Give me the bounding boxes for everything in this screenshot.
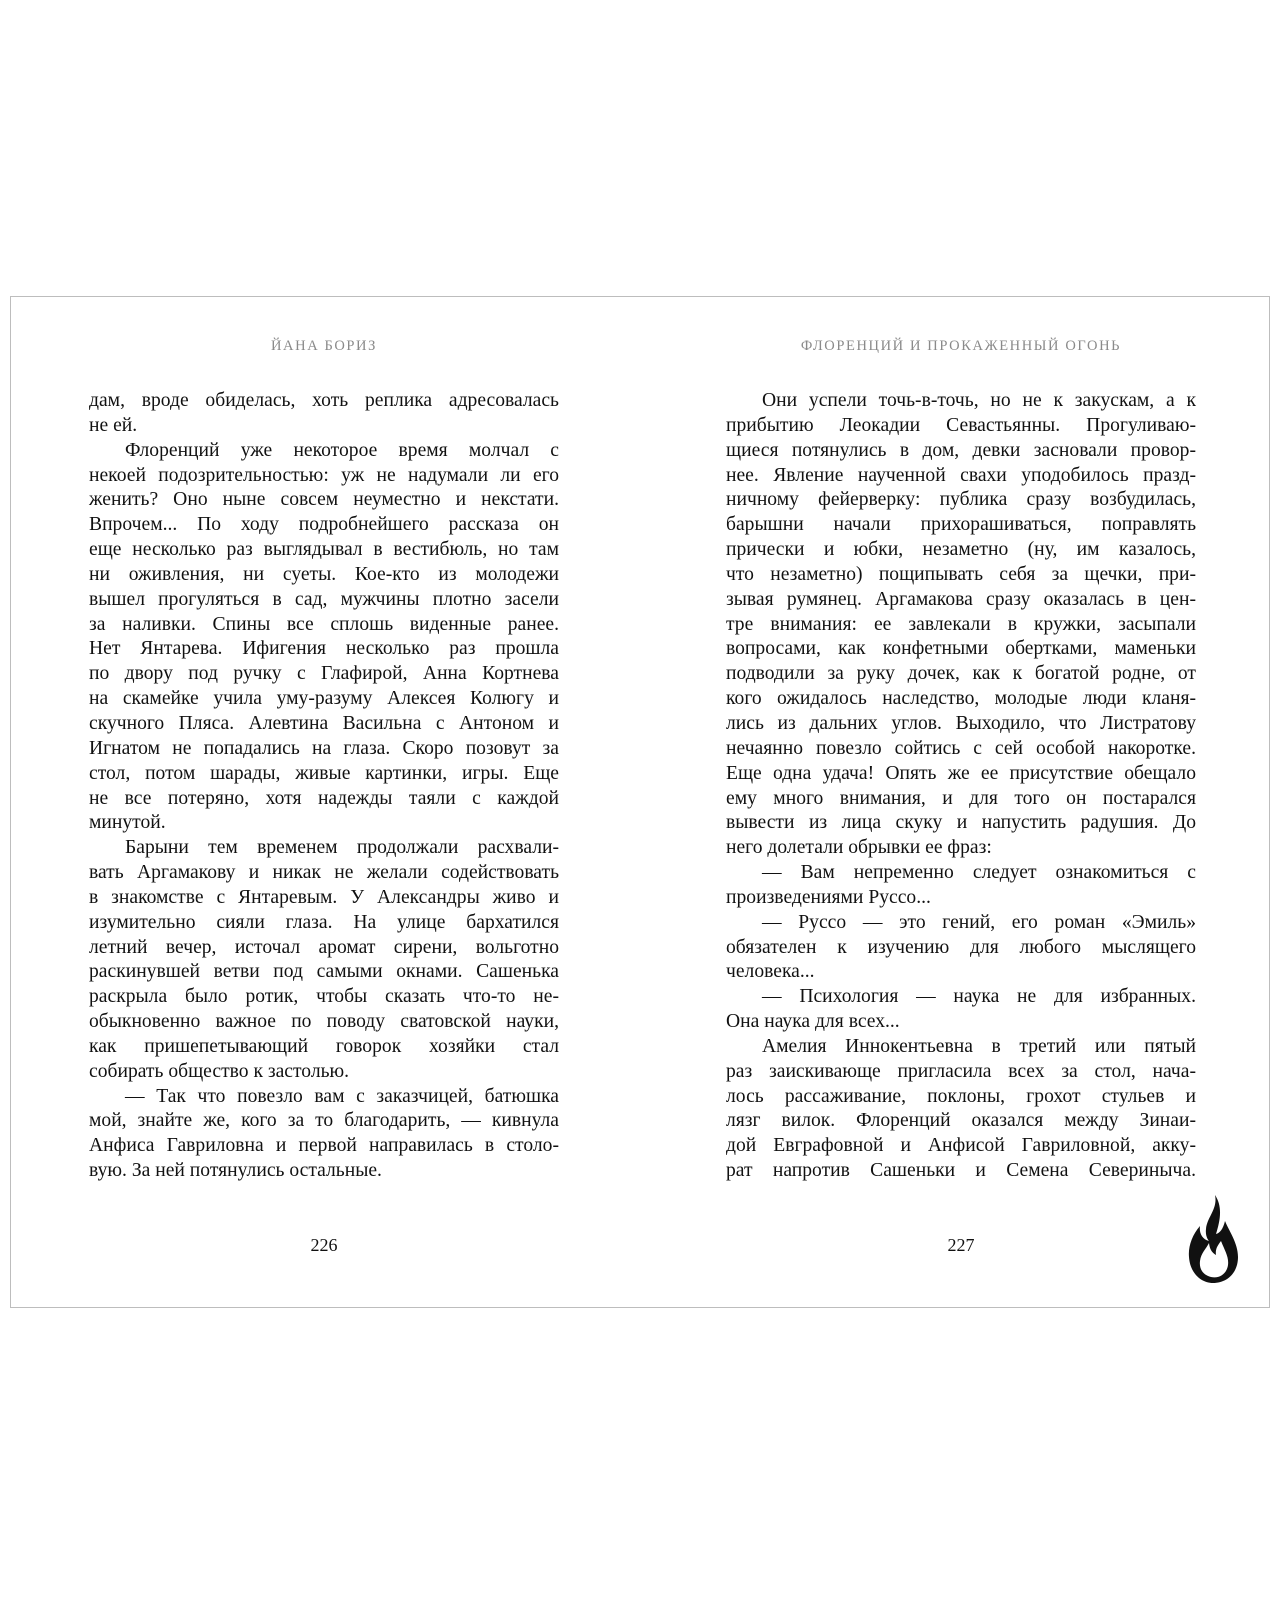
- flame-icon: [1185, 1193, 1241, 1285]
- text-line: Игнатом не попадались на глаза. Скоро позовут за: [89, 737, 559, 759]
- text-line: раскрыла было ротик, чтобы сказать что-то не-: [89, 986, 559, 1008]
- text-line: рат напротив Сашеньки и Семена Севериныча.: [726, 1160, 1196, 1182]
- text-line: произведениями Руссо...: [726, 886, 931, 908]
- running-head-author: ЙАНА БОРИЗ: [270, 338, 377, 354]
- text-line: не все потеряно, хотя надежды таяли с каждой: [89, 787, 559, 809]
- text-line: прически и юбки, незаметно (ну, им казалось,: [726, 539, 1196, 561]
- text-line: лись из дальних углов. Выходило, что Листратову: [726, 712, 1196, 734]
- left-page: [89, 297, 559, 1307]
- text-line: дой Евграфовной и Анфисой Гавриловной, акку-: [726, 1135, 1196, 1157]
- text-line: Амелия Иннокентьевна в третий или пятый: [762, 1035, 1196, 1057]
- text-line: вышел прогуляться в сад, мужчины плотно засели: [89, 588, 559, 610]
- text-line: летний вечер, источал аромат сирени, вольготно: [89, 936, 559, 958]
- text-line: нее. Явление наученной свахи уподобилось празд-: [726, 464, 1196, 486]
- text-line: лязг вилок. Флоренций оказался между Зинаи-: [726, 1110, 1196, 1132]
- text-line: стол, потом шарады, живые картинки, игры. Еще: [89, 762, 559, 784]
- text-line: некоей подозрительностью: уж не надумали ли его: [89, 464, 559, 486]
- text-line: ничному фейерверку: публика сразу возбудилась,: [726, 489, 1196, 511]
- text-line: — Руссо — это гений, его роман «Эмиль»: [762, 911, 1196, 933]
- text-line: зывая румянец. Аргамакова сразу оказалась в цен-: [726, 588, 1196, 610]
- text-line: на скамейке учила уму-разуму Алексея Колюгу и: [89, 688, 559, 710]
- text-line: женить? Оно ныне совсем неуместно и некстати.: [89, 489, 559, 511]
- text-line: — Психология — наука не для избранных.: [762, 986, 1196, 1008]
- text-line: лось рассаживание, поклоны, грохот стульев и: [726, 1085, 1196, 1107]
- text-line: раз заискивающе пригласила всех за стол, нача-: [726, 1060, 1196, 1082]
- text-line: нечаянно повезло сойтись с сей особой накоротке.: [726, 737, 1196, 759]
- text-line: вопросами, как конфетными обертками, маменьки: [726, 638, 1196, 660]
- text-line: — Вам непременно следует ознакомиться с: [762, 862, 1196, 884]
- text-line: мой, знайте же, кого за то благодарить, — кивнула: [89, 1110, 559, 1132]
- text-line: в знакомстве с Янтаревым. У Александры живо и: [89, 886, 559, 908]
- text-line: Флоренций уже некоторое время молчал с: [125, 439, 559, 461]
- text-line: не ей.: [89, 414, 138, 436]
- text-line: обязателен к изучению для любого мыслящего: [726, 936, 1196, 958]
- right-page: [726, 297, 1196, 1307]
- text-line: Она наука для всех...: [726, 1011, 900, 1033]
- text-line: вую. За ней потянулись остальные.: [89, 1160, 382, 1182]
- text-line: подводили за руку дочек, как к богатой родне, от: [726, 663, 1196, 685]
- text-line: как пришепетывающий говорок хозяйки стал: [89, 1035, 559, 1057]
- text-line: тре внимания: ее завлекали в кружки, засыпали: [726, 613, 1196, 635]
- text-line: ему много внимания, и для того он постарался: [726, 787, 1196, 809]
- text-line: что незаметно) пощипывать себя за щечки, при-: [726, 563, 1196, 585]
- text-line: ни оживления, ни суеты. Кое-кто из молодежи: [89, 563, 559, 585]
- left-page-text: [89, 389, 559, 1184]
- text-line: изумительно сияли глаза. На улице бархатился: [89, 911, 559, 933]
- right-page-text: [726, 389, 1196, 1184]
- text-line: еще несколько раз выглядывал в вестибюль, но там: [89, 539, 559, 561]
- text-line: раскинувшей ветви под самыми окнами. Сашенька: [89, 961, 559, 983]
- text-line: Еще одна удача! Опять же ее присутствие обещало: [726, 762, 1196, 784]
- book-spread: [10, 296, 1270, 1308]
- text-line: дам, вроде обиделась, хоть реплика адресовалась: [89, 390, 559, 411]
- text-line: собирать общество к застолью.: [89, 1060, 350, 1082]
- text-line: Впрочем... По ходу подробнейшего рассказа он: [89, 514, 559, 536]
- text-line: вать Аргамакову и никак не желали содействовать: [89, 862, 559, 884]
- text-line: по двору под ручку с Глафирой, Анна Кортнева: [89, 663, 559, 685]
- text-line: щиеся потянулись в дом, девки засновали провор-: [726, 439, 1196, 461]
- text-line: Анфиса Гавриловна и первой направилась в столо-: [89, 1135, 559, 1157]
- text-line: вывести из лица скуку и напустить радушия. До: [726, 812, 1196, 834]
- text-line: барышни начали прихорашиваться, поправлять: [726, 514, 1196, 536]
- text-line: минутой.: [89, 812, 166, 834]
- text-line: кого ожидалось наследство, молодые люди кланя-: [726, 688, 1196, 710]
- text-line: — Так что повезло вам с заказчицей, батюшка: [125, 1085, 559, 1107]
- running-head-title: ФЛОРЕНЦИЙ И ПРОКАЖЕННЫЙ ОГОНЬ: [800, 338, 1122, 354]
- text-line: Барыни тем временем продолжали расхвали-: [125, 837, 559, 859]
- text-line: прибытию Леокадии Севастьянны. Прогуливаю-: [726, 414, 1196, 436]
- text-line: Нет Янтарева. Ифигения несколько раз прошла: [89, 638, 559, 660]
- text-line: за наливки. Спины все сплошь виденные ранее.: [89, 613, 559, 635]
- text-line: обыкновенно важное по поводу сватовской науки,: [89, 1011, 559, 1033]
- text-line: человека...: [726, 961, 815, 983]
- page-number-left: 226: [310, 1235, 338, 1255]
- page-number-right: 227: [947, 1235, 975, 1255]
- text-line: скучного Пляса. Алевтина Васильна с Антоном и: [89, 712, 559, 734]
- text-line: Они успели точь-в-точь, но не к закускам, а к: [762, 390, 1196, 411]
- text-line: него долетали обрывки ее фраз:: [726, 837, 992, 859]
